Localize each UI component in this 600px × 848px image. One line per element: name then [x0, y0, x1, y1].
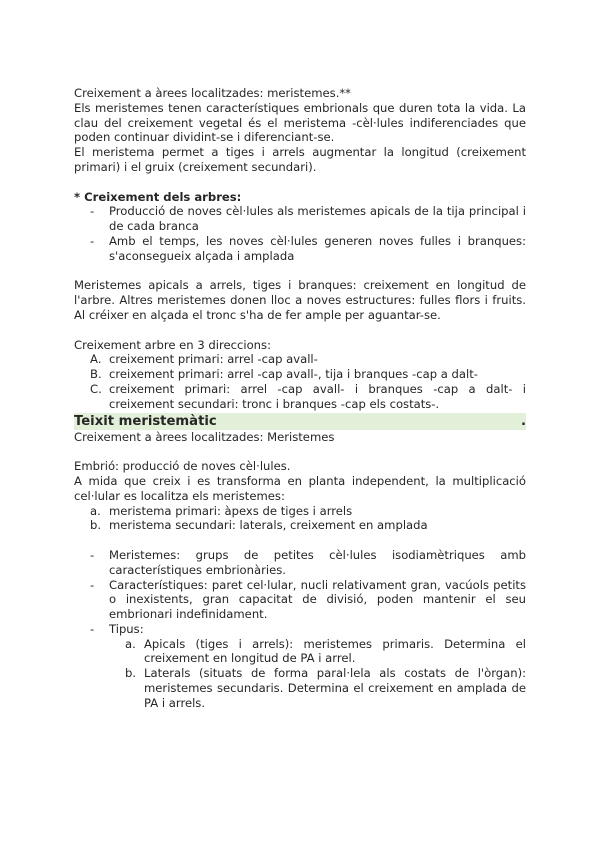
list-item: - Característiques: paret cel·lular, nucli relativament gran, vacúols petits o inexistents, gran capacitat de divisió, poden mantenir el seu embrionari indefinidament.: [74, 578, 526, 622]
list-marker: a.: [90, 503, 101, 518]
list-item-text: Apicals (tiges i arrels): meristemes primaris. Determina el creixement en longitud de PA i arrel.: [144, 636, 526, 666]
list-marker: B.: [90, 367, 102, 382]
apical-paragraph: Meristemes apicals a arrels, tiges i branques: creixement en longitud de l'arbre. Altres meristemes donen lloc a noves estructures: fulles flors i fruits. Al créixer en alçada el tronc s'ha de fer ample per aguantar-se.: [74, 278, 526, 322]
list-item: - Producció de noves cèl·lules als meristemes apicals de la tija principal i de cada branca: [74, 204, 526, 234]
directions-list: [74, 352, 526, 411]
directions-heading: Creixement arbre en 3 direccions:: [74, 337, 271, 352]
list-item: [74, 367, 526, 382]
section-subtitle: Creixement a àrees localitzades: Meristemes: [74, 429, 335, 444]
intro-paragraph-1: Els meristemes tenen característiques embrionals que duren tota la vida. La clau del creixement vegetal és el meristema -cèl·lules indiferenciades que poden continuar dividint-se i diferenciant-se.: [74, 100, 526, 145]
details-list: [74, 548, 526, 711]
intro-paragraph-2: El meristema permet a tiges i arrels augmentar la longitud (creixement primari) i el gruix (creixement secundari).: [74, 145, 526, 174]
list-item-text: creixement primari: arrel -cap avall-: [109, 352, 318, 367]
tipus-label: Tipus:: [109, 621, 144, 636]
list-item: - Amb el temps, les noves cèl·lules generen noves fulles i branques: s'aconsegueix alçada i amplada: [74, 234, 526, 264]
trees-heading: * Creixement dels arbres:: [74, 189, 242, 204]
list-item: [109, 637, 526, 667]
list-marker: b.: [125, 666, 137, 681]
section-heading: [74, 413, 526, 430]
list-item-text: meristema secundari: laterals, creixement en amplada: [109, 518, 428, 533]
section-heading-text: Teixit meristemàtic: [74, 413, 217, 429]
list-item-text: creixement primari: arrel -cap avall- i branques -cap a dalt- i creixement secundari: tronc i branques -cap els costats-.: [109, 381, 526, 411]
list-item: [74, 352, 526, 367]
list-item: [74, 622, 526, 711]
page-title: Creixement a àrees localitzades: meristemes.**: [74, 86, 351, 100]
list-item-text: creixement primari: arrel -cap avall-, tija i branques -cap a dalt-: [109, 367, 478, 382]
tipus-list: [109, 637, 526, 711]
list-item: [74, 382, 526, 412]
trees-list: [74, 204, 526, 263]
section-heading-trail: .: [520, 413, 526, 429]
embryo-list: [74, 504, 526, 534]
list-item: - Meristemes: grups de petites cèl·lules isodiamètriques amb característiques embrionàries.: [74, 548, 526, 578]
list-item: [74, 504, 526, 519]
list-item: [109, 666, 526, 710]
list-item-text: Laterals (situats de forma paral·lela als costats de l'òrgan): meristemes secundaris. Determina el creixement en amplada de PA i arrels.: [144, 666, 526, 710]
embryo-line-2: A mida que creix i es transforma en planta independent, la multiplicació cel·lular es localitza els meristemes:: [74, 473, 526, 503]
list-item-text: meristema primari: àpexs de tiges i arrels: [109, 503, 353, 518]
document-page: [74, 86, 526, 711]
list-item: [74, 518, 526, 533]
list-marker: C.: [90, 381, 102, 396]
embryo-line-1: Embrió: producció de noves cèl·lules.: [74, 459, 291, 474]
list-marker: a.: [125, 636, 136, 651]
list-marker: A.: [90, 352, 102, 367]
list-marker: b.: [90, 518, 102, 533]
